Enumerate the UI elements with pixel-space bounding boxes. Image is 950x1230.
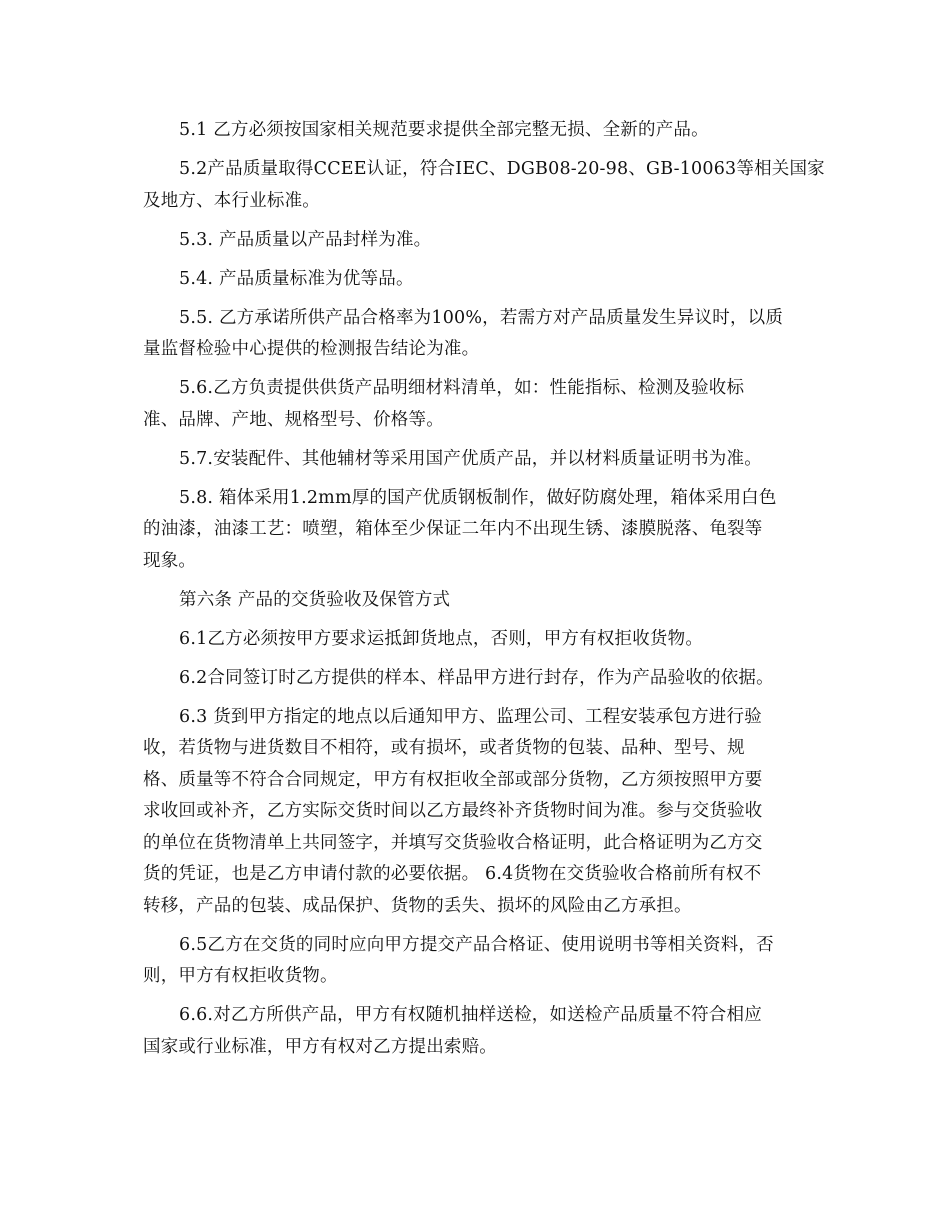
paragraph-5-5-line-1: 5.5. 乙方承诺所供产品合格率为100%，若需方对产品质量发生异议时，以质 (179, 307, 784, 328)
paragraph-6-2: 6.2合同签订时乙方提供的样本、样品甲方进行封存，作为产品验收的依据。 (179, 667, 774, 688)
paragraph-5-5-line-2: 量监督检验中心提供的检测报告结论为准。 (143, 339, 480, 359)
paragraph-6-3-line-4: 求收回或补齐，乙方实际交货时间以乙方最终补齐货物时间为准。参与交货验收 (143, 801, 763, 821)
paragraph-5-8-line-2: 的油漆，油漆工艺：喷塑，箱体至少保证二年内不出现生锈、漆膜脱落、龟裂等 (143, 519, 763, 539)
paragraph-6-3-line-2: 收，若货物与进货数目不相符，或有损坏，或者货物的包装、品种、型号、规 (143, 738, 745, 758)
paragraph-5-8-line-1: 5.8. 箱体采用1.2mm厚的国产优质钢板制作，做好防腐处理，箱体采用白色 (179, 487, 777, 508)
paragraph-5-6-line-1: 5.6.乙方负责提供供货产品明细材料清单，如：性能指标、检测及验收标 (179, 378, 745, 398)
paragraph-5-2-line-1: 5.2产品质量取得CCEE认证，符合IEC、DGB08-20-98、GB-10063等相关国家 (179, 159, 825, 179)
paragraph-5-3: 5.3. 产品质量以产品封样为准。 (179, 229, 432, 250)
paragraph-5-6-line-2: 准、品牌、产地、规格型号、价格等。 (143, 409, 444, 430)
paragraph-6-6-line-2: 国家或行业标准，甲方有权对乙方提出索赔。 (143, 1036, 497, 1057)
paragraph-5-1: 5.1 乙方必须按国家相关规范要求提供全部完整无损、全新的产品。 (179, 120, 709, 140)
paragraph-6-5-line-1: 6.5乙方在交货的同时应向甲方提交产品合格证、使用说明书等相关资料，否 (179, 934, 774, 955)
paragraph-5-4: 5.4. 产品质量标准为优等品。 (179, 268, 414, 289)
document-body (143, 115, 825, 1063)
paragraph-6-6-line-1: 6.6.对乙方所供产品，甲方有权随机抽样送检，如送检产品质量不符合相应 (179, 1005, 762, 1025)
paragraph-6-3-line-1: 6.3 货到甲方指定的地点以后通知甲方、监理公司、工程安装承包方进行验 (179, 706, 762, 727)
paragraph-6-3-line-7: 转移，产品的包装、成品保护、货物的丢失、损坏的风险由乙方承担。 (143, 895, 692, 916)
paragraph-6-3-line-6: 货的凭证，也是乙方申请付款的必要依据。 6.4货物在交货验收合格前所有权不 (143, 864, 762, 884)
paragraph-5-2-line-2: 及地方、本行业标准。 (143, 190, 320, 211)
paragraph-5-7: 5.7.安装配件、其他辅材等采用国产优质产品，并以材料质量证明书为准。 (179, 448, 762, 469)
paragraph-6-3-line-5: 的单位在货物清单上共同签字，并填写交货验收合格证明，此合格证明为乙方交 (143, 832, 763, 853)
paragraph-6-3-line-3: 格、质量等不符合合同规定，甲方有权拒收全部或部分货物，乙方须按照甲方要 (143, 769, 763, 790)
paragraph-6-1: 6.1乙方必须按甲方要求运抵卸货地点，否则，甲方有权拒收货物。 (179, 628, 704, 649)
paragraph-5-8-line-3: 现象。 (143, 550, 197, 571)
section-6-heading: 第六条 产品的交货验收及保管方式 (179, 589, 451, 610)
paragraph-6-5-line-2: 则，甲方有权拒收货物。 (143, 966, 338, 986)
